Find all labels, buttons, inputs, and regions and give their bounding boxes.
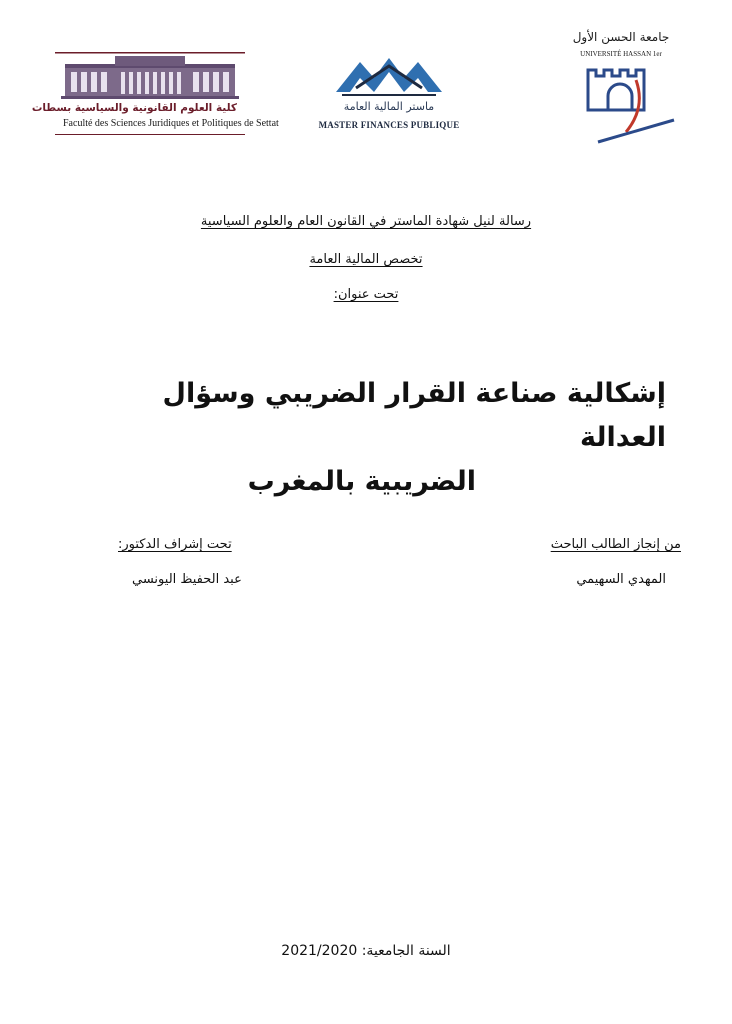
thesis-title-line-1: إشكالية صناعة القرار الضريبي وسؤال العدالة [162, 378, 666, 453]
thesis-title [70, 372, 666, 504]
degree-line: رسالة لنيل شهادة الماستر في القانون العام والعلوم السياسية [200, 214, 532, 229]
university-logo [556, 30, 686, 150]
faculty-name-arabic: كلية العلوم القانونية والسياسية بسطات [31, 102, 237, 114]
faculty-building-icon [55, 50, 245, 102]
student-label: من إنجاز الطالب الباحث [550, 537, 681, 552]
supervisor-label: تحت إشراف الدكتور: [118, 537, 232, 552]
master-name-english: MASTER FINANCES PUBLIQUE [318, 120, 460, 130]
student-name: المهدي السهيمي [576, 572, 666, 587]
university-name-french: UNIVERSITÉ HASSAN 1er [580, 50, 662, 58]
master-logo [318, 52, 460, 138]
specialization-line: تخصص المالية العامة [309, 252, 423, 267]
fortress-gate-icon [578, 62, 678, 146]
faculty-logo-divider [55, 134, 245, 135]
thesis-title-line-2: الضريبية بالمغرب [247, 466, 476, 497]
supervisor-name: عبد الحفيظ اليونسي [132, 572, 242, 587]
master-name-arabic: ماستر المالية العامة [343, 100, 435, 113]
faculty-logo [31, 50, 279, 142]
mountains-icon [336, 52, 442, 96]
title-label: تحت عنوان: [333, 287, 399, 302]
academic-year: السنة الجامعية: 2021/2020 [281, 943, 451, 959]
faculty-name-french: Faculté des Sciences Juridiques et Politiques de Settat [63, 118, 279, 129]
university-name-arabic: جامعة الحسن الأول [572, 30, 670, 44]
